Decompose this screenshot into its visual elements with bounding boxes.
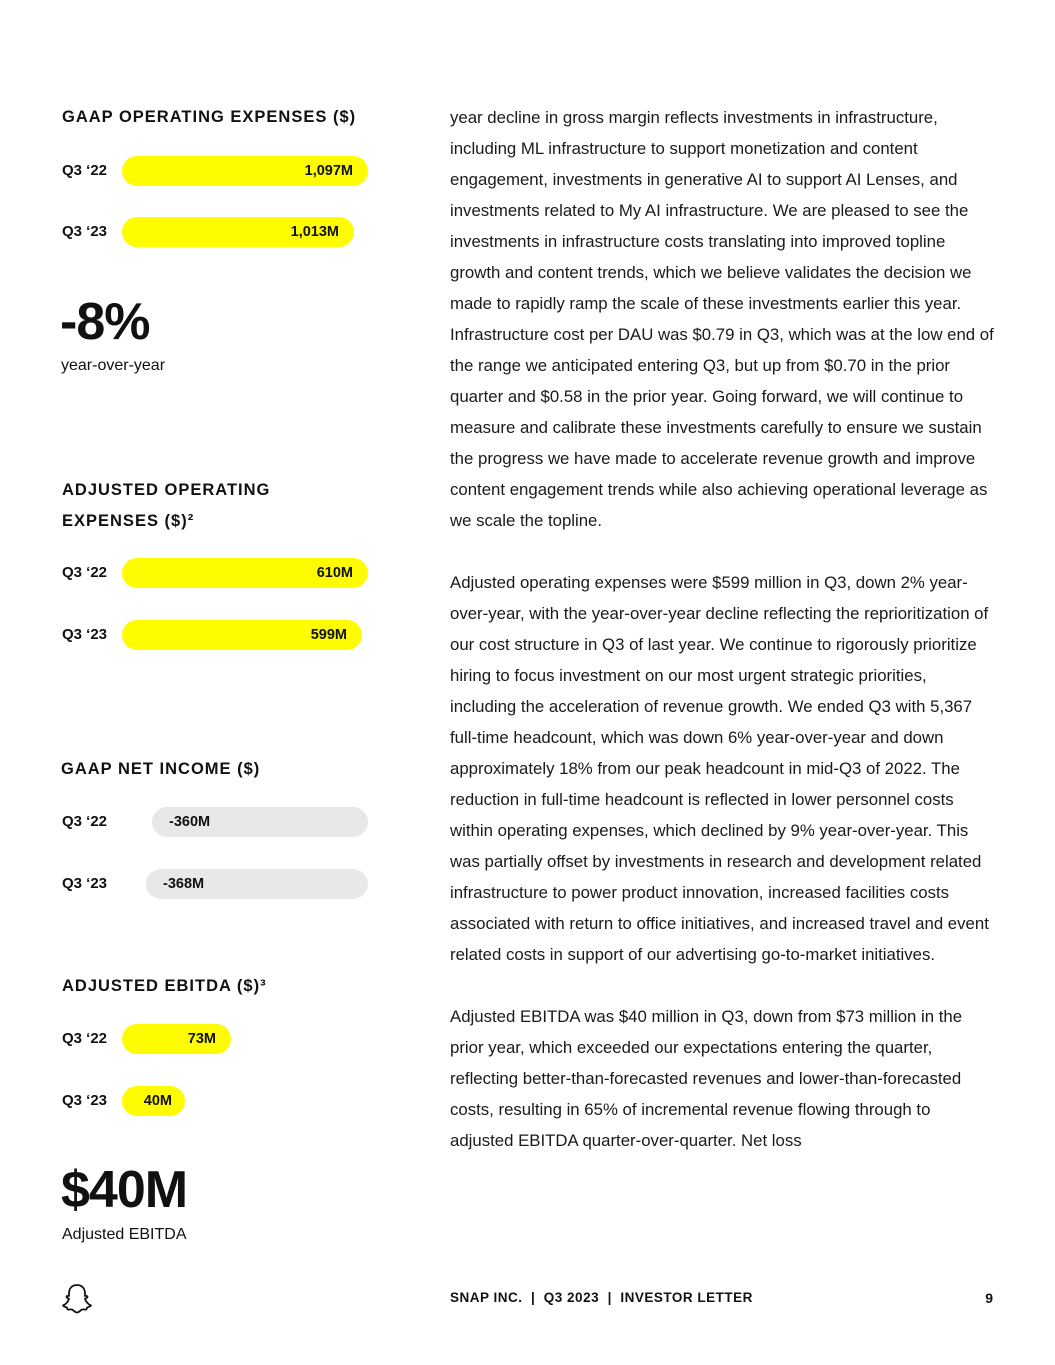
body-paragraph: year decline in gross margin reflects investments in infrastructure, including ML infrastructure to support monetization and content engagement, investments in generative AI to support AI Lenses, and investments related to My AI infrastructure. We are pleased to see the investments in infrastructure costs translating into improved topline growth and content trends, which we believe validates the decision we made to rapidly ramp the scale of these investments earlier this year. Infrastructure cost per DAU was $0.79 in Q3, which was at the low end of the range we anticipated entering Q3, but up from $0.70 in the prior quarter and $0.58 in the prior year. Going forward, we will continue to measure and calibrate these investments carefully to ensure we sustain the progress we have made to accelerate revenue growth and improve content engagement trends while also achieving operational leverage as we scale the topline. [450,108,994,530]
page-number: 9 [985,1290,993,1306]
footer-document-title: SNAP INC. | Q3 2023 | INVESTOR LETTER [450,1290,753,1305]
bar-label: Q3 ‘23 [62,1092,108,1109]
bar-adj-ebitda-q3-23: 40M [122,1086,185,1116]
gaap-opex-yoy-caption: year-over-year [61,357,166,374]
adj-ebitda-row-q3-23 [62,1085,382,1117]
bar-label: Q3 ‘22 [62,813,108,830]
adj-opex-title-line2: EXPENSES ($)² [62,512,195,530]
gaap-opex-title: GAAP OPERATING EXPENSES ($) [62,108,357,126]
adj-opex-title-line1: ADJUSTED OPERATING [62,481,271,499]
gaap-opex-yoy-value: -8% [60,293,150,351]
bar-label: Q3 ‘23 [62,626,108,643]
bar-label: Q3 ‘22 [62,162,108,179]
net-income-row-q3-23 [62,868,382,900]
adj-ebitda-highlight-caption: Adjusted EBITDA [62,1226,187,1243]
metrics-column [0,0,420,1365]
bar-gaap-opex-q3-22: 1,097M [122,156,368,186]
bar-adj-ebitda-q3-22: 73M [122,1024,231,1054]
gaap-opex-row-q3-22 [62,155,382,187]
body-text-column [450,102,995,1187]
bar-adj-opex-q3-23: 599M [122,620,362,650]
bar-net-income-q3-22: -360M [152,807,368,837]
bar-label: Q3 ‘23 [62,223,108,240]
bar-label: Q3 ‘23 [62,875,108,892]
body-paragraph: Adjusted EBITDA was $40 million in Q3, down from $73 million in the prior year, which exceeded our expectations entering the quarter, reflecting better-than-forecasted revenues and lower-than-forecasted costs, resulting in 65% of incremental revenue flowing through to adjusted EBITDA quarter-over-quarter. Net loss [450,1007,963,1150]
bar-label: Q3 ‘22 [62,1030,108,1047]
bar-label: Q3 ‘22 [62,564,108,581]
adj-opex-row-q3-23 [62,619,382,651]
bar-gaap-opex-q3-23: 1,013M [122,217,354,247]
bar-adj-opex-q3-22: 610M [122,558,368,588]
net-income-title: GAAP NET INCOME ($) [61,760,261,778]
body-paragraph: Adjusted operating expenses were $599 million in Q3, down 2% year-over-year, with the year-over-year decline reflecting the reprioritization of our cost structure in Q3 of last year. We continue to rigorously prioritize hiring to focus investment on our most urgent strategic priorities, including the acceleration of revenue growth. We ended Q3 with 5,367 full-time headcount, which was down 6% year-over-year and down approximately 18% from our peak headcount in mid-Q3 of 2022. The reduction in full-time headcount is reflected in lower personnel costs within operating expenses, which declined by 9% year-over-year. This was partially offset by investments in research and development related infrastructure to power product innovation, increased facilities costs associated with return to office initiatives, and increased travel and event related costs in support of our advertising go-to-market initiatives. [450,573,989,964]
snapchat-ghost-icon [60,1282,94,1316]
bar-net-income-q3-23: -368M [146,869,368,899]
net-income-row-q3-22 [62,806,382,838]
adj-ebitda-row-q3-22 [62,1023,382,1055]
adj-opex-row-q3-22 [62,557,382,589]
adj-ebitda-highlight-value: $40M [61,1161,188,1219]
gaap-opex-row-q3-23 [62,216,382,248]
adj-ebitda-title: ADJUSTED EBITDA ($)³ [62,977,267,995]
